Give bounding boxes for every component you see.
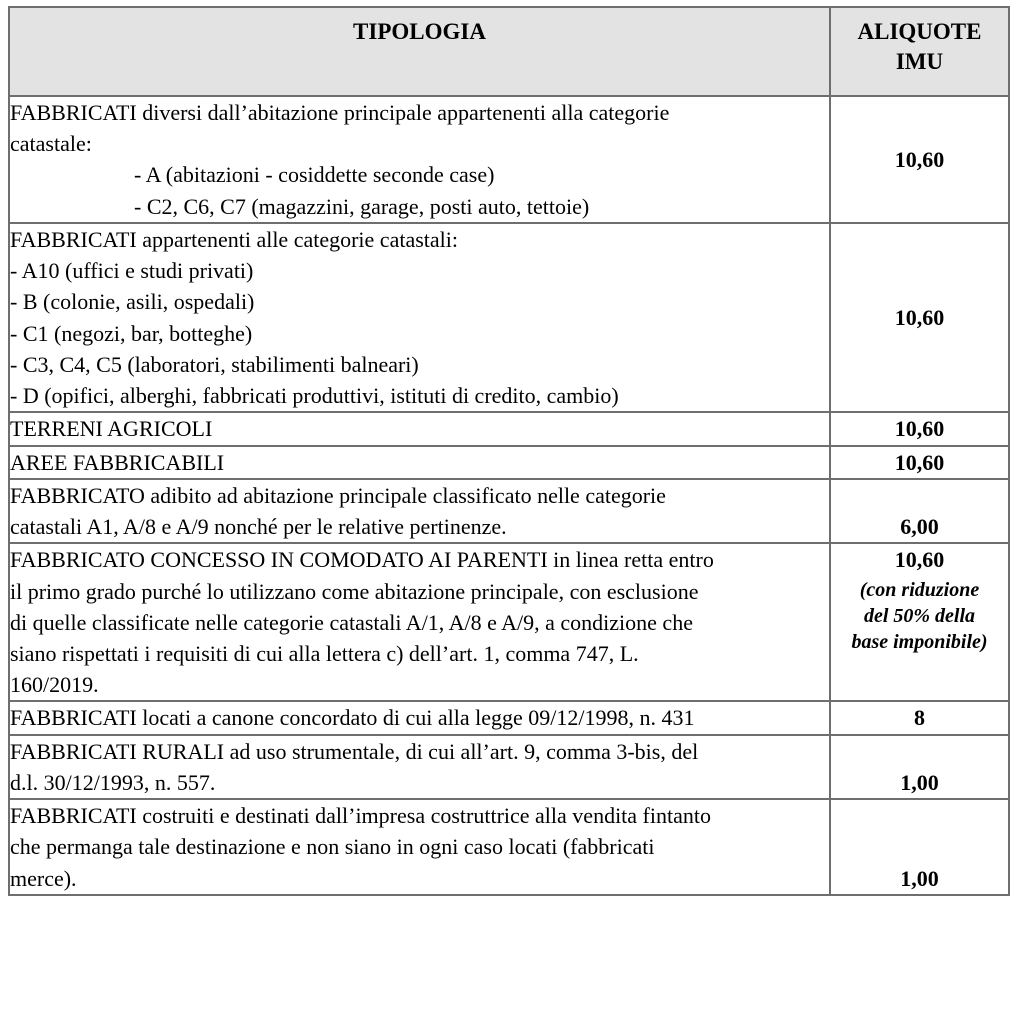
aliquota-value: 10,60 [894,146,945,172]
table-row [9,223,1009,412]
cell-aliquota-fabbricati-rurali-strumentali [830,735,1009,799]
table-row [9,446,1009,479]
table-row [9,412,1009,445]
table-header-row [9,7,1009,96]
aliquota-note-line: (con riduzione [859,578,980,601]
column-header-aliquote-line1: ALIQUOTE [857,19,982,44]
table-row [9,543,1009,701]
tipologia-subitem-line: - C2, C6, C7 (magazzini, garage, posti auto, tettoie) [134,193,590,219]
cell-aliquota-aree-fabbricabili [830,446,1009,479]
imu-rates-table [8,6,1010,896]
cell-aliquota-fabbricati-canone-concordato [830,701,1009,734]
cell-tipologia-fabbricati-diversi-abitazione-principale [9,96,830,223]
cell-aliquota-fabbricato-comodato-parenti [830,543,1009,701]
table-row [9,96,1009,223]
aliquota-note [831,577,1008,656]
tipologia-line: di quelle classificate nelle categorie catastali A/1, A/8 e A/9, a condizione che [10,609,693,635]
tipologia-line: FABBRICATO adibito ad abitazione principale classificato nelle categorie [10,482,666,508]
column-header-aliquote-imu [830,7,1009,96]
cell-tipologia-fabbricati-rurali-strumentali [9,735,830,799]
table-row [9,735,1009,799]
column-header-aliquote-line2: IMU [895,48,944,74]
table-row [9,799,1009,895]
tipologia-line: FABBRICATO CONCESSO IN COMODATO AI PARENTI in linea retta entro [10,547,714,573]
aliquota-value: 10,60 [894,449,945,475]
tipologia-line: - C3, C4, C5 (laboratori, stabilimenti balneari) [10,351,419,377]
aliquota-note-line: del 50% della [863,604,976,627]
table-body [9,96,1009,895]
tipologia-line: TERRENI AGRICOLI [10,416,213,442]
cell-aliquota-fabbricati-diversi-abitazione-principale [830,96,1009,223]
tipologia-line: 160/2019. [10,672,99,698]
cell-aliquota-terreni-agricoli [830,412,1009,445]
cell-aliquota-fabbricati-categorie-catastali [830,223,1009,412]
cell-tipologia-fabbricati-categorie-catastali [9,223,830,412]
tipologia-line: - C1 (negozi, bar, botteghe) [10,320,253,346]
tipologia-line: merce). [10,865,77,891]
aliquota-note-line: base imponibile) [851,631,988,654]
column-header-tipologia [9,7,830,96]
table-row [9,701,1009,734]
table-header [9,7,1009,96]
aliquota-value: 1,00 [900,865,939,891]
aliquota-value: 6,00 [900,514,939,540]
tipologia-line: FABBRICATI locati a canone concordato di cui alla legge 09/12/1998, n. 431 [10,705,695,731]
aliquota-value: 10,60 [894,305,945,331]
cell-tipologia-fabbricati-canone-concordato [9,701,830,734]
aliquota-value: 10,60 [894,416,945,442]
cell-tipologia-aree-fabbricabili [9,446,830,479]
tipologia-line: FABBRICATI RURALI ad uso strumentale, di cui all’art. 9, comma 3-bis, del [10,738,699,764]
tipologia-line: FABBRICATI appartenenti alle categorie catastali: [10,226,458,252]
tipologia-line: catastali A1, A/8 e A/9 nonché per le relative pertinenze. [10,514,507,540]
tipologia-line: che permanga tale destinazione e non siano in ogni caso locati (fabbricati [10,834,655,860]
tipologia-line: d.l. 30/12/1993, n. 557. [10,769,216,795]
tipologia-line: - B (colonie, asili, ospedali) [10,289,255,315]
tipologia-subitem-line: - A (abitazioni - cosiddette seconde case) [134,162,495,188]
tipologia-line: - D (opifici, alberghi, fabbricati produttivi, istituti di credito, cambio) [10,383,619,409]
tipologia-line: il primo grado purché lo utilizzano come abitazione principale, con esclusione [10,578,699,604]
tipologia-line: - A10 (uffici e studi privati) [10,258,254,284]
tipologia-line: FABBRICATI diversi dall’abitazione principale appartenenti alla categorie [10,100,670,125]
cell-aliquota-fabbricato-abitazione-principale [830,479,1009,543]
cell-tipologia-fabbricati-merce [9,799,830,895]
aliquota-value: 1,00 [900,769,939,795]
cell-tipologia-fabbricato-comodato-parenti [9,543,830,701]
aliquota-value: 8 [914,705,925,731]
column-header-tipologia-label: TIPOLOGIA [353,19,486,44]
tipologia-line: AREE FABBRICABILI [10,449,225,475]
aliquota-value: 10,60 [894,547,945,573]
table-row [9,479,1009,543]
tipologia-line: FABBRICATI costruiti e destinati dall’impresa costruttrice alla vendita fintanto [10,803,711,829]
cell-tipologia-terreni-agricoli [9,412,830,445]
cell-tipologia-fabbricato-abitazione-principale [9,479,830,543]
cell-aliquota-fabbricati-merce [830,799,1009,895]
tipologia-line: siano rispettati i requisiti di cui alla lettera c) dell’art. 1, comma 747, L. [10,640,639,666]
tipologia-line: catastale: [10,131,92,157]
